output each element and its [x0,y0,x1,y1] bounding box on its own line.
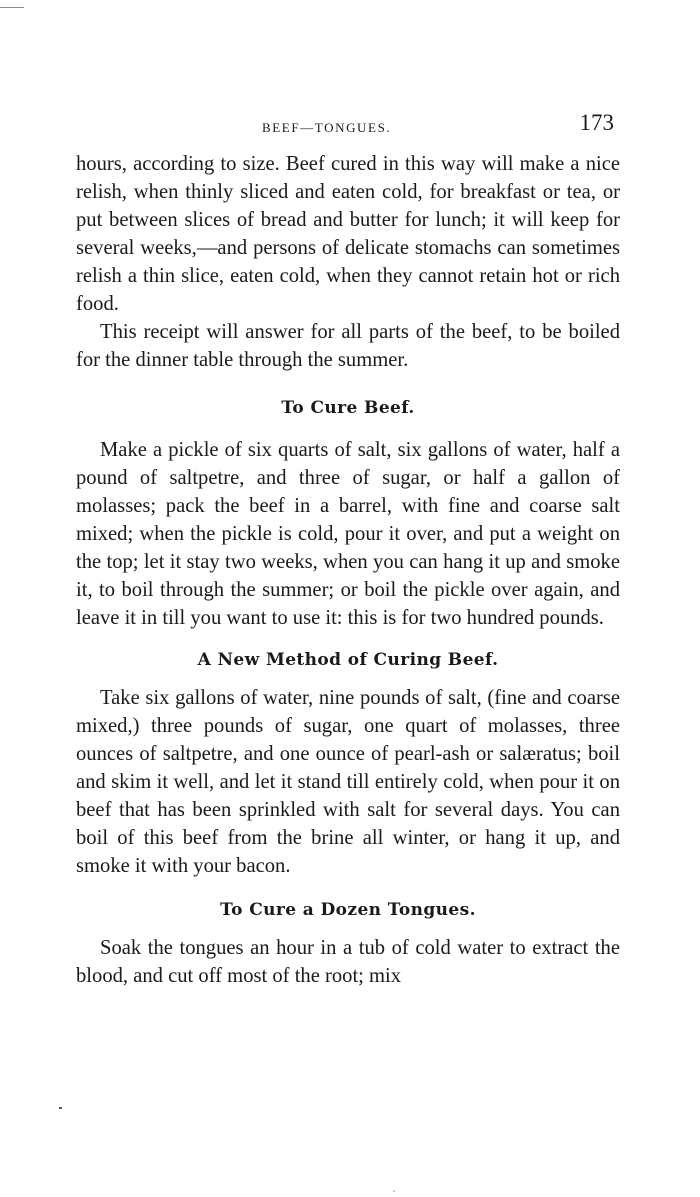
page-header [262,110,618,144]
corner-rule [0,7,24,8]
scan-speck [393,1190,395,1192]
heading-to-cure-beef: To Cure Beef. [281,398,415,418]
page-number: 173 [579,110,614,135]
running-title: BEEF—TONGUES. [262,120,392,135]
paragraph-receipt: This receipt will answer for all parts of the beef, to be boiled for the dinner table through the summer. [76,321,620,371]
heading-new-method: A New Method of Curing Beef. [197,650,499,670]
margin-mark [59,1107,62,1109]
paragraph-cure-beef: Make a pickle of six quarts of salt, six gallons of water, half a pound of saltpetre, and three of sugar, or half a gallon of molasses; pack the beef in a barrel, with fine and coarse salt mixed; when the pickle is cold, pour it over, and put a weight on the top; let it stay two weeks, when you can hang it up and smoke it, to boil through the summer; or boil the pickle over again, and leave it in till you want to use it: this is for two hundred pounds. [76,439,620,629]
heading-cure-tongues: To Cure a Dozen Tongues. [220,900,476,920]
paragraph-tongues: Soak the tongues an hour in a tub of cold water to extract the blood, and cut off most of the root; mix [76,937,620,987]
paragraph-continued: hours, according to size. Beef cured in this way will make a nice relish, when thinly sliced and eaten cold, for breakfast or tea, or put between slices of bread and butter for lunch; it will keep for several weeks,—and persons of delicate stomachs can sometimes relish a thin slice, eaten cold, when they cannot retain hot or rich food. [76,153,620,315]
paragraph-new-method: Take six gallons of water, nine pounds of salt, (fine and coarse mixed,) three pounds of sugar, one quart of molasses, three ounces of saltpetre, and one ounce of pearl-ash or salæratus; boil and skim it well, and let it stand till entirely cold, when pour it on beef that has been sprinkled with salt for several days. You can boil of this beef from the brine all winter, or hang it up, and smoke it with your bacon. [76,687,620,877]
page-body [76,150,620,990]
